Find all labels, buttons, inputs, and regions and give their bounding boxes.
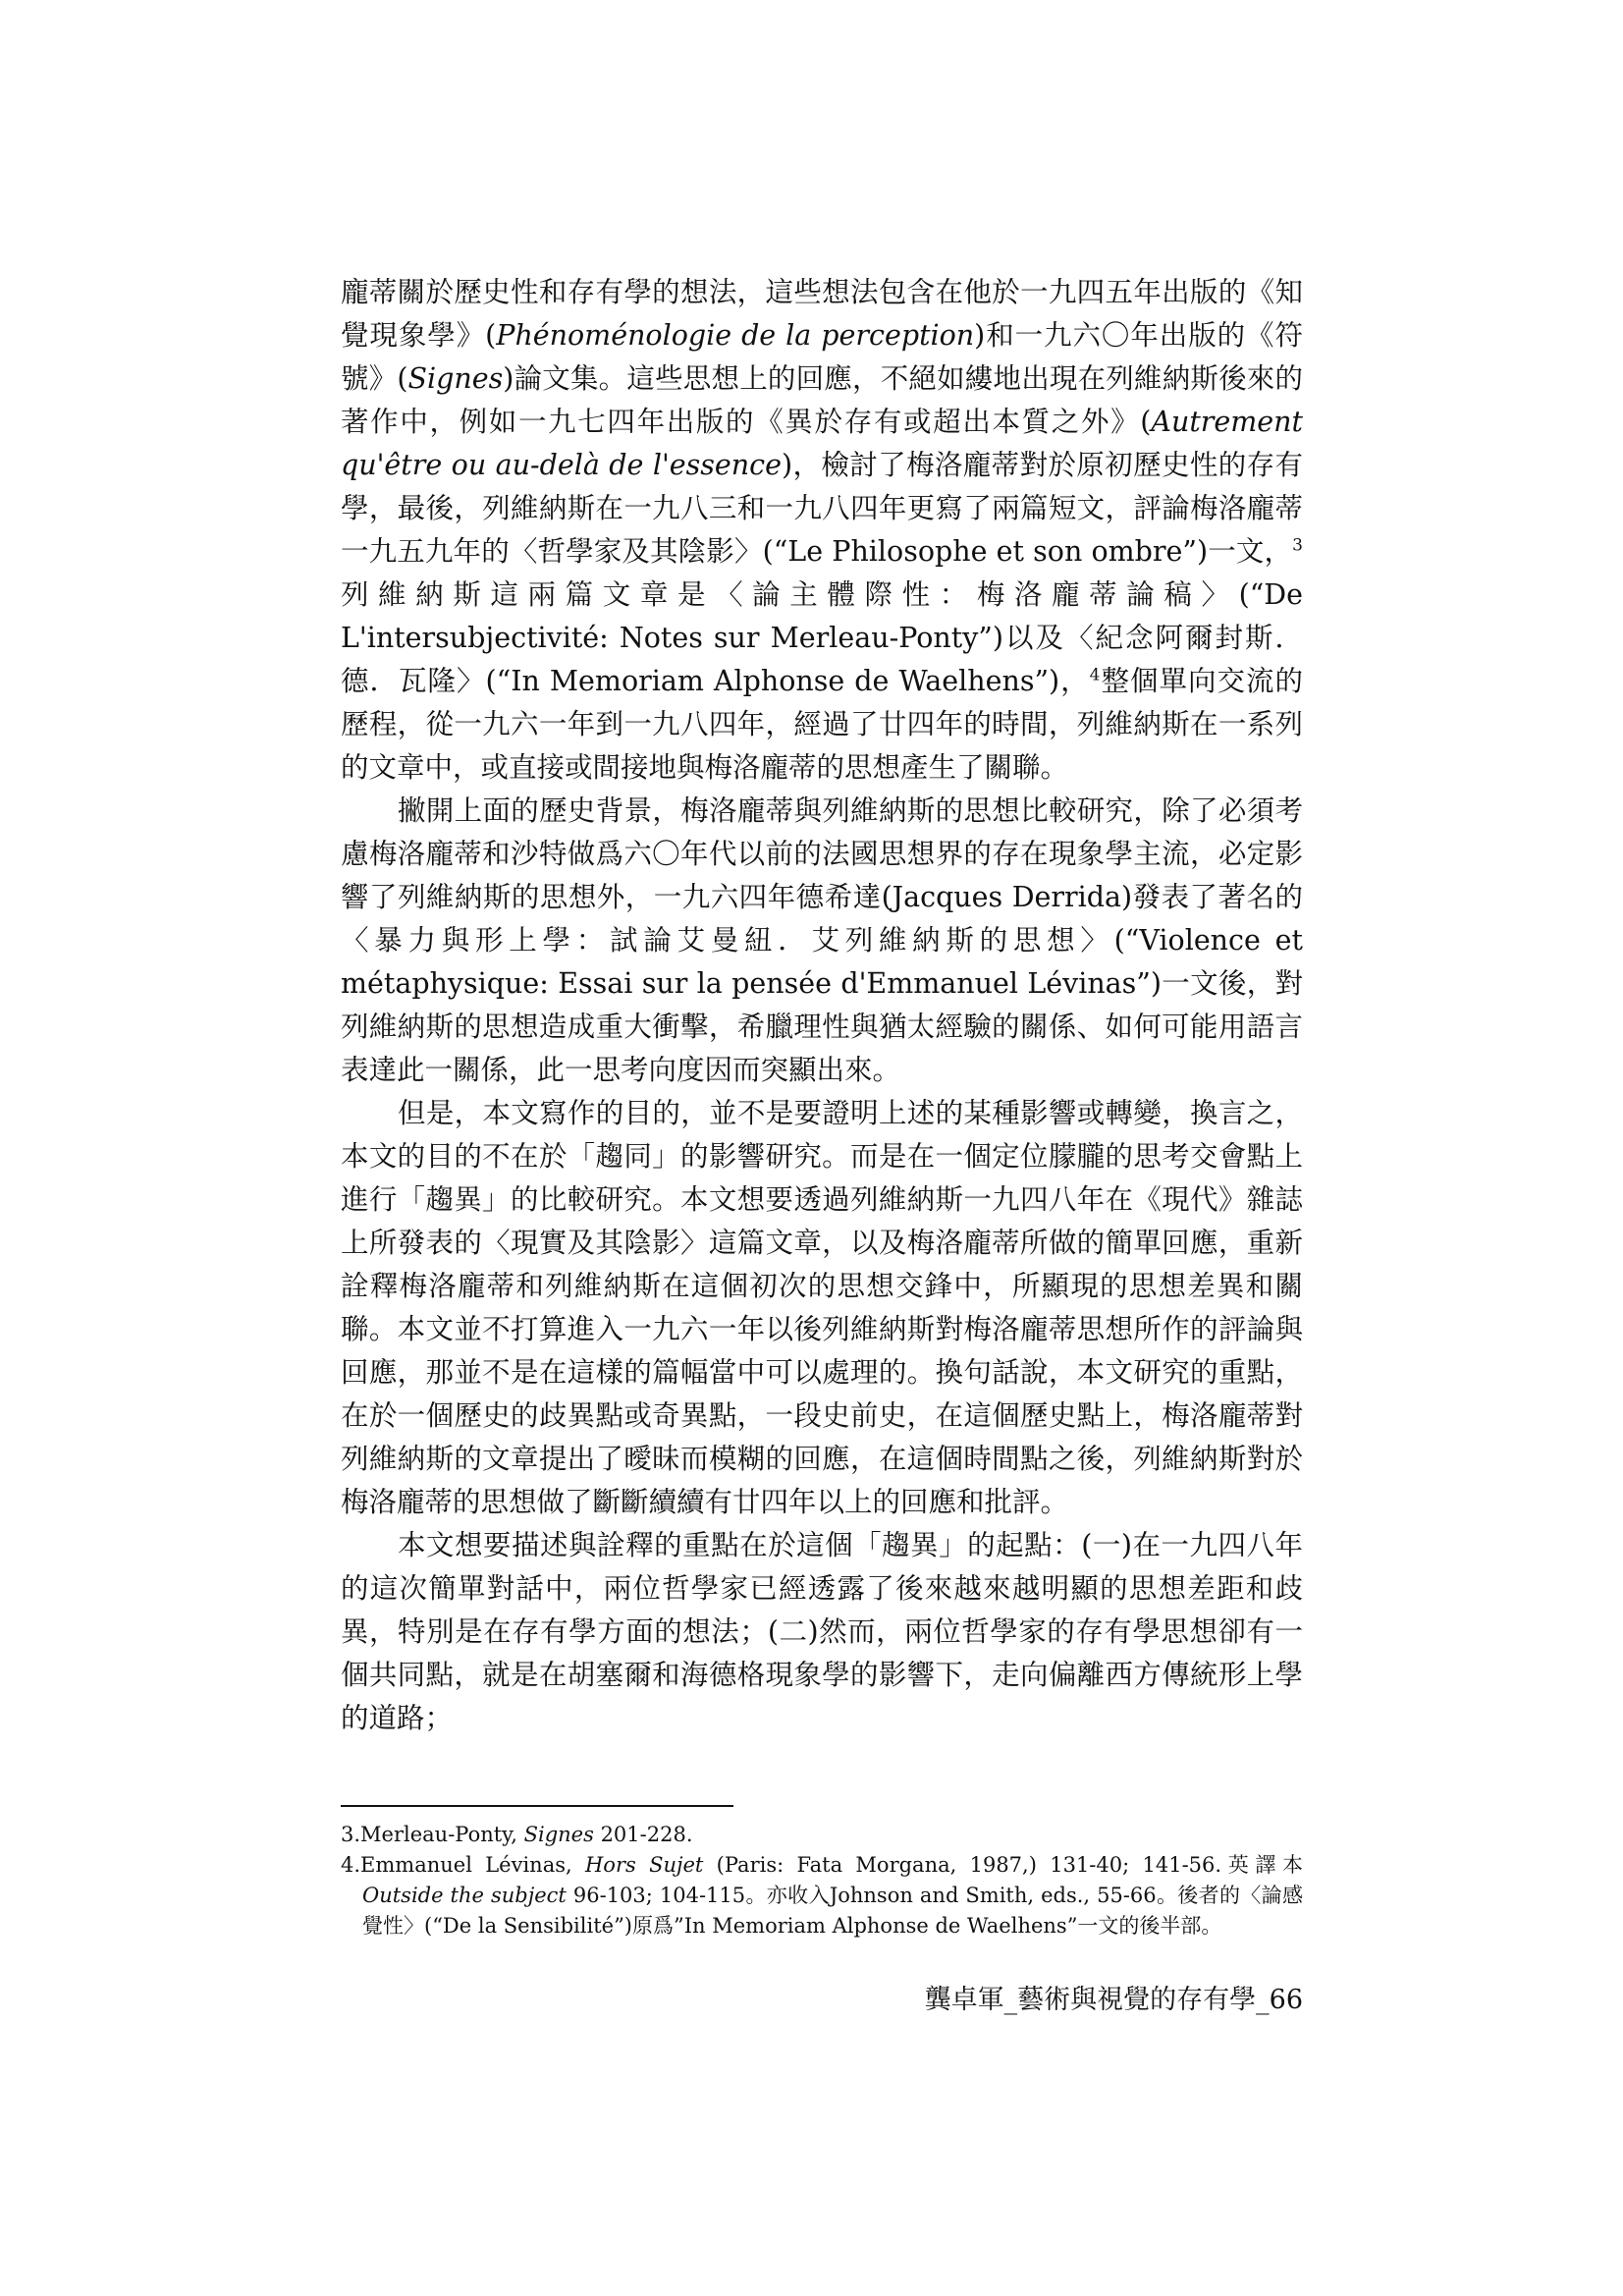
text-run: 201-228. [593, 1823, 693, 1846]
italic-text: Phénoménologie de la perception [496, 319, 975, 352]
footnotes [341, 1820, 1303, 1941]
paragraph-3 [341, 1092, 1303, 1524]
footnote-ref: 3 [1292, 535, 1303, 556]
text-run: 撇開上面的歷史背景，梅洛龐蒂與列維納斯的思想比較研究，除了必須考慮梅洛龐蒂和沙特做爲六〇年代以前的法國思想界的存在現象學主流，必定影響了列維納斯的思想外，一九六四年德希達(Jacques Derrida)發表了著名的〈暴力與形上學：試論艾曼紐．艾列維納斯的思想〉(“Violence et métaphysique: Essai sur la pensée d'Emmanuel Lévinas”)一文後，對列維納斯的思想造成重大衝擊，希臘理性與猶太經驗的關係、如何可能用語言表達此一關係，此一思考向度因而突顯出來。 [341, 794, 1303, 1086]
text-run: (Paris: Fata Morgana, 1987,) 131-40; 141-56.英譯本 [703, 1853, 1303, 1877]
text-run: 4.Emmanuel Lévinas, [341, 1853, 585, 1877]
italic-text: Signes [523, 1823, 594, 1846]
text-run: 列維納斯這兩篇文章是〈論主體際性：梅洛龐蒂論稿〉(“De L'intersubjectivité: Notes sur Merleau-Ponty”)以及〈紀念阿爾封斯．德．瓦隆〉(“In Memoriam Alphonse de Waelhens”)， [341, 578, 1303, 697]
paragraph-2 [341, 790, 1303, 1092]
footnote-separator [341, 1805, 733, 1807]
italic-text: Hors Sujet [584, 1853, 704, 1877]
text-run: 3.Merleau-Ponty, [341, 1823, 524, 1846]
text-run: 整個單向交流的歷程，從一九六一年到一九八四年，經過了廿四年的時間，列維納斯在一系列的文章中，或直接或間接地與梅洛龐蒂的思想產生了關聯。 [341, 665, 1303, 784]
text-run: 但是，本文寫作的目的，並不是要證明上述的某種影響或轉變，換言之，本文的目的不在於「趨同」的影響研究。而是在一個定位朦朧的思考交會點上進行「趨異」的比較研究。本文想要透過列維納斯一九四八年在《現代》雜誌上所發表的〈現實及其陰影〉這篇文章，以及梅洛龐蒂所做的簡單回應，重新詮釋梅洛龐蒂和列維納斯在這個初次的思想交鋒中，所顯現的思想差異和關聯。本文並不打算進入一九六一年以後列維納斯對梅洛龐蒂思想所作的評論與回應，那並不是在這樣的篇幅當中可以處理的。換句話說，本文研究的重點，在於一個歷史的歧異點或奇異點，一段史前史，在這個歷史點上，梅洛龐蒂對列維納斯的文章提出了曖昧而模糊的回應，在這個時間點之後，列維納斯對於梅洛龐蒂的思想做了斷斷續續有廿四年以上的回應和批評。 [341, 1097, 1303, 1518]
text-run: 龐蒂關於歷史性和存有學的想法，這些想法包含在他於一九四五年出版的《知覺現象學》( [341, 276, 1303, 352]
paragraph-4 [341, 1524, 1303, 1740]
text-run: )論文集。這些思想上的回應，不絕如縷地出現在列維納斯後來的著作中，例如一九七四年出版的《異於存有或超出本質之外》( [341, 362, 1304, 438]
text-run: )，檢討了梅洛龐蒂對於原初歷史性的存有學，最後，列維納斯在一九八三和一九八四年更寫了兩篇短文，評論梅洛龐蒂一九五九年的〈哲學家及其陰影〉(“Le Philosophe et son ombre”)一文， [341, 449, 1303, 568]
text-run: )和一九六〇年出版的《符號》( [341, 319, 1303, 395]
footnote-3 [341, 1820, 1303, 1850]
paragraph-1 [341, 271, 1303, 790]
footnote-4 [341, 1850, 1303, 1941]
running-footer [341, 1981, 1303, 2020]
page-footer-title: 龔卓軍_藝術與視覺的存有學_66 [924, 1985, 1303, 2015]
italic-text: Signes [407, 362, 504, 395]
italic-text: Outside the subject [362, 1884, 567, 1907]
italic-text: Autrement qu'être ou au-delà de l'essence [341, 406, 1303, 481]
footnote-ref: 4 [1089, 665, 1101, 685]
text-run: 96-103; 104-115。亦收入Johnson and Smith, eds., 55-66。後者的〈論感覺性〉(“De la Sensibilité”)原爲”In Memoriam Alphonse de Waelhens”一文的後半部。 [362, 1884, 1303, 1938]
body-text [341, 271, 1303, 1740]
text-run: 本文想要描述與詮釋的重點在於這個「趨異」的起點：(一)在一九四八年的這次簡單對話中，兩位哲學家已經透露了後來越來越明顯的思想差距和歧異，特別是在存有學方面的想法；(二)然而，兩位哲學家的存有學思想卻有一個共同點，就是在胡塞爾和海德格現象學的影響下，走向偏離西方傳統形上學的道路； [341, 1529, 1303, 1734]
